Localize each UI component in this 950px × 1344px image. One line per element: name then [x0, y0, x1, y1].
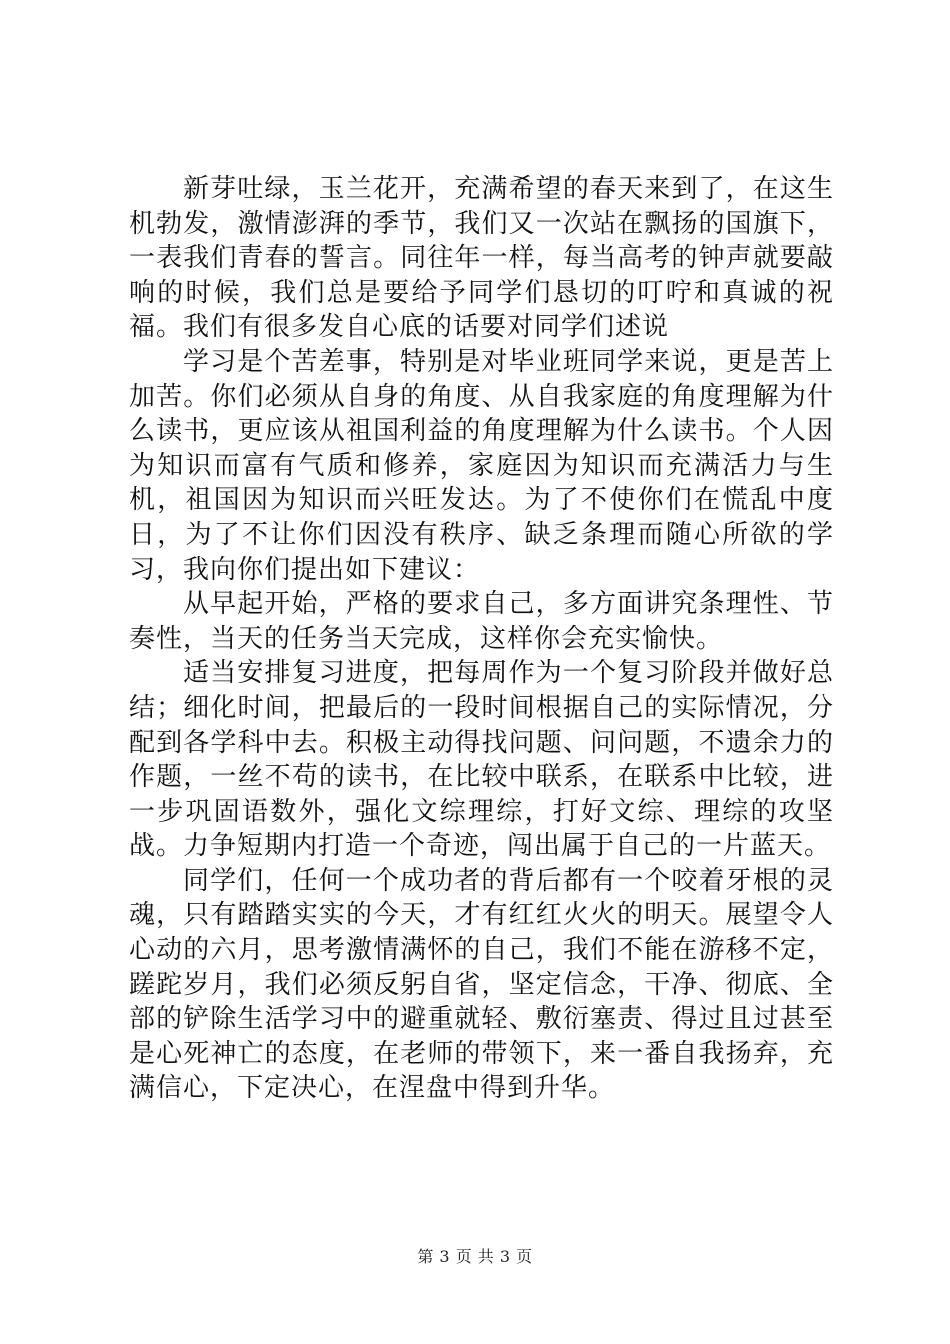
- paragraph: 从早起开始，严格的要求自己，多方面讲究条理性、节奏性，当天的任务当天完成，这样你会充实愉快。: [129, 589, 834, 654]
- document-body: [129, 172, 834, 1106]
- paragraph: 同学们，任何一个成功者的背后都有一个咬着牙根的灵魂，只有踏踏实实的今天，才有红红火火的明天。展望令人心动的六月，思考激情满怀的自己，我们不能在游移不定，蹉跎岁月，我们必须反躬自省，坚定信念，干净、彻底、全部的铲除生活学习中的避重就轻、敷衍塞责、得过且过甚至是心死神亡的态度，在老师的带领下，来一番自我扬弃，充满信心，下定决心，在涅盘中得到升华。: [129, 865, 834, 1104]
- page-footer: [0, 1244, 950, 1267]
- paragraph: 新芽吐绿，玉兰花开，充满希望的春天来到了，在这生机勃发，激情澎湃的季节，我们又一次站在飘扬的国旗下，一表我们青春的誓言。同往年一样，每当高考的钟声就要敲响的时候，我们总是要给予同学们恳切的叮咛和真诚的祝福。我们有很多发自心底的话要对同学们述说: [129, 174, 834, 343]
- paragraph: 学习是个苦差事，特别是对毕业班同学来说，更是苦上加苦。你们必须从自身的角度、从自我家庭的角度理解为什么读书，更应该从祖国利益的角度理解为什么读书。个人因为知识而富有气质和修养，家庭因为知识而充满活力与生机，祖国因为知识而兴旺发达。为了不使你们在慌乱中度日，为了不让你们因没有秩序、缺乏条理而随心所欲的学习，我向你们提出如下建议：: [129, 346, 834, 585]
- page-number-label: 第 3 页 共 3 页: [417, 1247, 533, 1266]
- paragraph: 适当安排复习进度，把每周作为一个复习阶段并做好总结；细化时间，把最后的一段时间根据自己的实际情况，分配到各学科中去。积极主动得找问题、问问题，不遗余力的作题，一丝不苟的读书，在比较中联系，在联系中比较，进一步巩固语数外，强化文综理综，打好文综、理综的攻坚战。力争短期内打造一个奇迹，闯出属于自己的一片蓝天。: [129, 658, 834, 862]
